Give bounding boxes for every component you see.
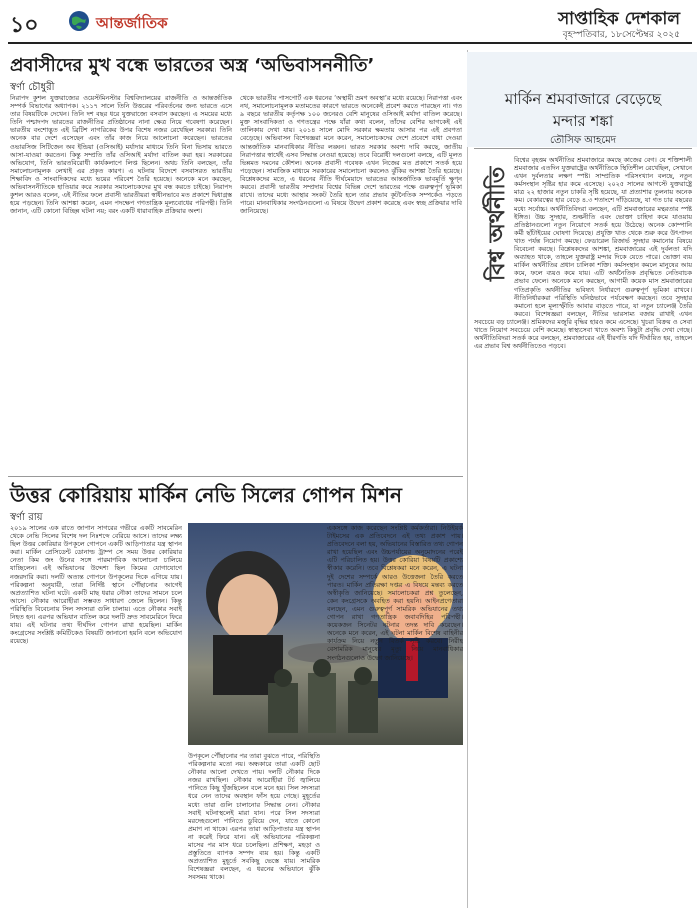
article1-byline: স্বর্ণা চৌধুরী xyxy=(10,82,55,93)
article-divider xyxy=(8,476,463,477)
column-divider xyxy=(467,50,468,908)
sidebar-section-label-text: বিশ্ব অর্থনীতি xyxy=(485,166,510,281)
article1-column-2: থেকে ভারতীয় পাসপোর্ট এক ধরনের ‘অস্থায়ী ভ্রমণ অবস্থা’র মধ্যে রয়েছে। নিরাপত্তা এবং নথ, সমালোচনামূলক মতামতের কারণে ভারতে অনেকেই প্রবেশ করতে পারছেন না। গত ৯ বছরে ভারতীয় কর্তৃপক্ষ ১০০ জনেরও বেশি মানুষের ওসিআই মর্যাদা বাতিল করেছে। মুক্ত সাংবাদিকতা ও গণতন্ত্রের পক্ষে যাঁরা কথা বলেন, তাঁদের বেশির ভাগকেই এই তালিকায় দেখা যায়। ২০১৪ সালে মোদি সরকার ক্ষমতায় আসার পর এই প্রবণতা বেড়েছে। অভিবাসন বিশেষজ্ঞরা মনে করেন, সমালোচকদের দেশে প্রবেশে বাধা দেওয়া আন্তর্জাতিক মানবাধিকার নীতির লঙ্ঘন। ভারত সরকার অবশ্য দাবি করছে, জাতীয় নিরাপত্তার স্বার্থেই এসব সিদ্ধান্ত নেওয়া হয়েছে। তবে বিরোধী দলগুলো বলছে, এটি মূলত ভিন্নমত দমনের কৌশল। অনেক প্রবাসী গবেষক এখন নিজের মত প্রকাশে সতর্ক হয়ে পড়েছেন। সামাজিক মাধ্যমে সরকারের সমালোচনা করলেও ঝুঁকির আশঙ্কা তৈরি হয়েছে। বিশ্লেষকদের মতে, এ ধরনের নীতি দীর্ঘমেয়াদে ভারতের আন্তর্জাতিক ভাবমূর্তি ক্ষুণ্ন করবে। প্রবাসী ভারতীয় সম্প্রদায় বিশ্বের বিভিন্ন দেশে ভারতের পক্ষে গুরুত্বপূর্ণ ভূমিকা রাখে। তাদের মধ্যে আস্থার সংকট তৈরি হলে তার প্রভাব কূটনৈতিক সম্পর্কেও পড়তে পারে। মানবাধিকার সংগঠনগুলো এ বিষয়ে উদ্বেগ প্রকাশ করেছে এবং স্বচ্ছ প্রক্রিয়ার দাবি জানিয়েছে। xyxy=(240,94,462,216)
sidebar-body: বিশ্বের বৃহত্তম অর্থনীতির শ্রমবাজারে কমছে কাজের বেগ। যে শক্তিশালী শ্রমবাজার এতদিন যুক্তরাষ্ট্রের অর্থনীতিকে স্থিতিশীল রেখেছিল, সেখানে এখন দুর্বলতার লক্ষণ স্পষ্ট। সাম্প্রতিক পরিসংখ্যান বলছে, নতুন কর্মসংস্থান সৃষ্টির হার কমে এসেছে। ২০২৫ সালের আগস্টে যুক্তরাষ্ট্রে মাত্র ২২ হাজার নতুন চাকরি সৃষ্টি হয়েছে, যা প্রত্যাশার তুলনায় অনেক কম। বেকারত্বের হার বেড়ে ৪.৩ শতাংশে দাঁড়িয়েছে, যা গত চার বছরের মধ্যে সর্বোচ্চ। অর্থনীতিবিদরা বলছেন, এটি শ্রমবাজারের মন্থরতার স্পষ্ট ইঙ্গিত। উচ্চ সুদহার, শুল্কনীতি এবং ভোক্তা চাহিদা কমে যাওয়ায় প্রতিষ্ঠানগুলো নতুন নিয়োগে সতর্ক হয়ে উঠেছে। অনেক কোম্পানি কর্মী ছাঁটাইয়ের ঘোষণা দিয়েছে। প্রযুক্তি খাত থেকে শুরু করে উৎপাদন খাত পর্যন্ত নিয়োগ কমছে। ফেডারেল রিজার্ভ সুদহার কমানোর বিষয়ে বিবেচনা করছে। বিশ্লেষকদের আশঙ্কা, শ্রমবাজারের এই দুর্বলতা যদি অব্যাহত থাকে, তাহলে যুক্তরাষ্ট্র মন্দার দিকে যেতে পারে। ভোক্তা ব্যয় মার্কিন অর্থনীতির প্রধান চালিকা শক্তি। কর্মসংস্থান কমলে মানুষের আয় কমে, ফলে ব্যয়ও কমে যায়। এটি অর্থনৈতিক প্রবৃদ্ধিতে নেতিবাচক প্রভাব ফেলে। অনেকে মনে করছেন, আগামী কয়েক মাস শ্রমবাজারের গতিপ্রকৃতি অর্থনীতির ভবিষ্যৎ নির্ধারণে গুরুত্বপূর্ণ ভূমিকা রাখবে। নীতিনির্ধারকরা পরিস্থিতি ঘনিষ্ঠভাবে পর্যবেক্ষণ করছেন। তবে সুদহার কমানো হলে মূল্যস্ফীতি আবার বাড়তে পারে, যা নতুন চ্যালেঞ্জ তৈরি করবে। বিশেষজ্ঞরা বলছেন, নীতির ভারসাম্য বজায় রাখাই এখন সবচেয়ে বড় চ্যালেঞ্জ। শ্রমিকদের মজুরি বৃদ্ধির হারও কমে এসেছে। খুচরা বিক্রয় ও সেবা খাতে নিয়োগ সবচেয়ে বেশি কমেছে। স্বাস্থ্যসেবা খাতে অবশ্য কিছুটা প্রবৃদ্ধি দেখা গেছে। অর্থনীতিবিদরা সতর্ক করে বলছেন, শ্রমবাজারের এই ধীরগতি যদি দীর্ঘায়িত হয়, তাহলে এর প্রভাব বিশ্ব অর্থনীতিতেও পড়বে। xyxy=(474,156,692,351)
issue-date: বৃহস্পতিবার, ১৮সেপ্টেম্বর ২০২৫ xyxy=(562,30,680,40)
masthead: সাপ্তাহিক দেশকাল xyxy=(557,9,680,29)
article2-column-1: ২০১৯ সালের এক রাতে জাপান সাগরের গভীরে একটি সাবমেরিন থেকে নেভি সিলের বিশেষ দল নিঃশব্দে বেরিয়ে আসে। তাদের লক্ষ্য ছিল উত্তর কোরিয়ার উপকূলে গোপনে একটি আড়িপাতার যন্ত্র স্থাপন করা। মার্কিন প্রেসিডেন্ট ডোনাল্ড ট্রাম্প সে সময় উত্তর কোরিয়ার নেতা কিম জং উনের সঙ্গে পারমাণবিক আলোচনা চালিয়ে যাচ্ছিলেন। এই অভিযানের উদ্দেশ্য ছিল কিমের যোগাযোগে নজরদারি করা। দলটি অত্যন্ত গোপনে উপকূলের দিকে এগিয়ে যায়। পরিকল্পনা অনুযায়ী, তারা নির্দিষ্ট স্থানে পৌঁছানোর আগেই অপ্রত্যাশিত ঘটনা ঘটে। একটি মাছ ধরার নৌকা তাদের সামনে চলে আসে। নৌকার আরোহীরা সম্ভবত সাধারণ জেলে ছিলেন। কিন্তু পরিস্থিতি বিবেচনায় সিল সদস্যরা গুলি চালায়। এতে নৌকার সবাই নিহত হন। এরপর অভিযান বাতিল করে দলটি দ্রুত সাবমেরিনে ফিরে যায়। এই ঘটনার তথ্য দীর্ঘদিন গোপন রাখা হয়েছিল। মার্কিন কংগ্রেসের সংশ্লিষ্ট কমিটিকেও বিষয়টি জানানো হয়নি বলে অভিযোগ রয়েছে। xyxy=(10,524,182,646)
sidebar-rule xyxy=(474,148,692,149)
article2-headline: উত্তর কোরিয়ায় মার্কিন নেভি সিলের গোপন মিশন xyxy=(10,483,402,507)
section-title: আন্তর্জাতিক xyxy=(96,14,168,32)
page-header xyxy=(0,0,700,42)
article1-column-1: নিরাপদ কুশল যুক্তরাজ্যের ওয়েস্টমিনস্টার বিশ্ববিদ্যালয়ের রাজনীতি ও আন্তর্জাতিক সম্পর্ক বিভাগের অধ্যাপক। ২১১৭ সালে তিনি উত্তরের পরিবর্তনের জন্য ভারতে এসে তার বিষয়টিকে দেখেন। তিনি দশ বছর ধরে যুক্তরাজ্যে বসবাস করছেন। এ সময়ের মধ্যে তিনি পশ্চাদপদ ভারতের রাজনীতির প্রতিষ্ঠানের নানা ক্ষেত্র নিয়ে গবেষণা করেছেন। ভারতীয় বংশোদ্ভূত এই ব্রিটিশ নাগরিকের উপর বিশেষ নজর রেখেছিল সরকার। তিনি অনেক বার দেশে এসেছেন এবং তাঁর কাজ নিয়ে আলোচনা করেছেন। ভারতের ওভারসিজ সিটিজেন অব ইন্ডিয়া (ওসিআই) মর্যাদার মাধ্যমে তিনি বিনা ভিসায় ভারতে আসা-যাওয়া করতেন। কিন্তু সম্প্রতি তাঁর ওসিআই মর্যাদা বাতিল করা হয়। সরকারের অভিযোগ, তিনি ভারতবিরোধী কার্যকলাপে লিপ্ত ছিলেন। অথচ তিনি বলছেন, তাঁর সমালোচনামূলক লেখাই এর প্রকৃত কারণ। এ ঘটনায় বিদেশে বসবাসরত ভারতীয় শিক্ষাবিদ ও সাংবাদিকদের মধ্যে ভয়ের পরিবেশ তৈরি হয়েছে। অনেকে মনে করছেন, অভিবাসননীতিকে হাতিয়ার করে সরকার সমালোচকদের মুখ বন্ধ করতে চাইছে। নিরাপদ কুশল আরও বলেন, এই নীতির ফলে প্রবাসী ভারতীয়রা স্বাধীনভাবে মত প্রকাশে দ্বিধাগ্রস্ত হয়ে পড়ছেন। তিনি আশঙ্কা করেন, এমন পদক্ষেপ গণতান্ত্রিক মূল্যবোধের পরিপন্থী। তিনি জানান, এটি কোনো বিচ্ছিন্ন ঘটনা নয়; বরং একটি ধারাবাহিক প্রক্রিয়ার অংশ। xyxy=(10,94,232,216)
sidebar-headline-line2: মন্দার শঙ্কা xyxy=(552,112,614,130)
article2-byline: স্বর্ণা রায় xyxy=(10,512,43,523)
header-rule xyxy=(8,42,692,44)
article2-column-2: উপকূলে পৌঁছানোর পর তারা বুঝতে পারে, পরিস্থিতি পরিকল্পনার মতো নয়। অন্ধকারে তারা একটি ছোট নৌকার আলো দেখতে পায়। দলটি নৌকার দিকে নজর রাখছিল। নৌকার আরোহীরা টর্চ জ্বালিয়ে পানিতে কিছু খুঁজছিলেন বলে মনে হয়। সিল সদস্যরা ধরে নেন তাদের অবস্থান ফাঁস হয়ে গেছে। মুহূর্তের মধ্যে তারা গুলি চালানোর সিদ্ধান্ত নেন। নৌকার সবাই ঘটনাস্থলেই মারা যান। পরে সিল সদস্যরা মরদেহগুলো পানিতে ডুবিয়ে দেন, যাতে কোনো প্রমাণ না থাকে। এরপর তারা আড়িপাতার যন্ত্র স্থাপন না করেই ফিরে যান। এই অভিযানের পরিকল্পনা মাসের পর মাস ধরে চলেছিল। প্রশিক্ষণ, মহড়া ও প্রস্তুতিতে ব্যাপক সম্পদ ব্যয় হয়। কিন্তু একটি অপ্রত্যাশিত মুহূর্তে সবকিছু ভেস্তে যায়। সামরিক বিশেষজ্ঞরা বলছেন, এ ধরনের অভিযানে ঝুঁকি সবসময় থাকে। xyxy=(188,752,320,882)
globe-icon xyxy=(68,10,90,32)
sidebar-headline-line1: মার্কিন শ্রমবাজারে বেড়েছে xyxy=(504,90,662,108)
article1-headline: প্রবাসীদের মুখ বন্ধে ভারতের অস্ত্র ‘অভিবাসননীতি’ xyxy=(10,55,375,76)
sidebar-byline: তৌসিফ আহমেদ xyxy=(549,135,617,146)
article2-column-3: একসঙ্গে কাজ করেছেন সংশ্লিষ্ট কর্মকর্তারা। নিউইয়র্ক টাইমসের এক প্রতিবেদনে এই তথ্য প্রকাশ পায়। প্রতিবেদনে বলা হয়, অভিযানের বিস্তারিত তথ্য গোপন রাখা হয়েছিল এবং উচ্চপর্যায়ের অনুমোদনের পরেই এটি পরিচালিত হয়। উত্তর কোরিয়া বিষয়টি প্রকাশ্যে স্বীকার করেনি। তবে বিশ্লেষকরা মনে করেন, এ ঘটনা দুই দেশের সম্পর্কে আরও উত্তেজনা তৈরি করতে পারত। মার্কিন প্রতিরক্ষা দপ্তর এ বিষয়ে মন্তব্য করতে অস্বীকৃতি জানিয়েছে। সমালোচকরা প্রশ্ন তুলেছেন, কেন কংগ্রেসকে অবহিত করা হয়নি। আইনপ্রণেতারা বলছেন, এমন গুরুত্বপূর্ণ সামরিক অভিযানের তথ্য গোপন রাখা গণতান্ত্রিক জবাবদিহির পরিপন্থী। কয়েকজন সিনেটর ঘটনার তদন্ত দাবি করেছেন। অনেকে মনে করেন, এই ঘটনা মার্কিন বিশেষ বাহিনীর কার্যক্রম নিয়ে নতুন বিতর্ক সৃষ্টি করবে। নিরীহ বেসামরিক মানুষের মৃত্যু নিয়ে মানবাধিকার সংগঠনগুলোও উদ্বেগ জানিয়েছে। xyxy=(327,524,463,662)
sidebar-label-spacer xyxy=(474,184,514,314)
sidebar-headline xyxy=(474,88,692,132)
page-number: ১০ xyxy=(10,13,39,38)
